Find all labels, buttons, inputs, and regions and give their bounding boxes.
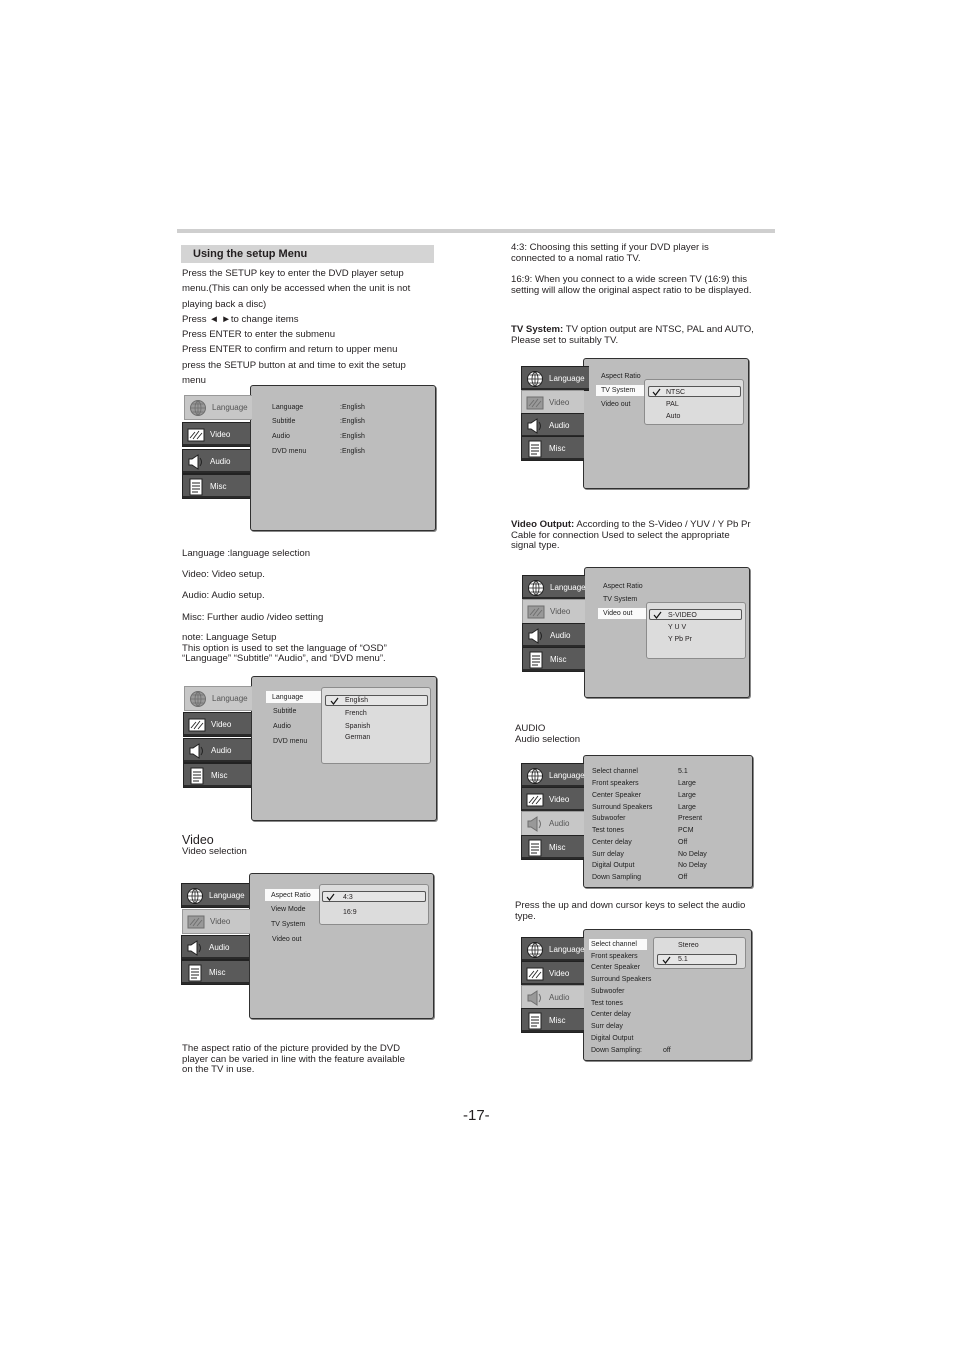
menu-item[interactable]: Aspect Ratio [601, 373, 641, 380]
menu-item[interactable]: Digital Output [592, 862, 635, 869]
tab-video[interactable]: Video [183, 712, 251, 737]
menu-item[interactable]: Center Speaker [592, 792, 642, 799]
speaker-icon [526, 989, 544, 1007]
option-item[interactable]: PAL [666, 401, 679, 408]
menu-value: :English [340, 418, 365, 425]
menu-value: No Delay [678, 851, 707, 858]
menu-value: Large [678, 780, 696, 787]
menu-item[interactable]: DVD menu [272, 448, 307, 455]
menu-item[interactable]: Front speakers [591, 953, 638, 960]
video-heading: Video [182, 833, 214, 847]
section-title: Using the setup Menu [181, 245, 434, 263]
menu-item[interactable]: TV System [271, 921, 306, 928]
notepad-icon [187, 478, 205, 496]
option-item[interactable]: English [345, 697, 368, 704]
menu-item[interactable]: Language [272, 404, 304, 411]
notepad-icon [188, 767, 206, 785]
notepad-icon [526, 839, 544, 857]
tv-icon [526, 394, 544, 412]
option-item[interactable]: 5.1 [678, 956, 688, 963]
menu-value: No Delay [678, 862, 707, 869]
desc-language: Language :language selection [182, 548, 311, 559]
menu-value: Large [678, 792, 696, 799]
option-item[interactable]: Auto [666, 413, 681, 420]
speaker-icon [186, 939, 204, 957]
menu-item[interactable]: Digital Output [591, 1035, 634, 1042]
tv-icon [187, 913, 205, 931]
menu-item[interactable]: Subtitle [272, 418, 296, 425]
desc-audio: Audio: Audio setup. [182, 590, 265, 601]
tab-language[interactable]: Language [184, 395, 252, 420]
tab-misc[interactable]: Misc [183, 763, 251, 788]
menu-item[interactable]: Center delay [592, 839, 632, 846]
tab-language[interactable]: Language [181, 883, 249, 908]
tv-icon [188, 716, 206, 734]
globe-icon [186, 887, 204, 905]
tab-video[interactable]: Video [521, 787, 584, 812]
option-item[interactable]: Y Pb Pr [668, 636, 692, 643]
menu-item[interactable]: Subtitle [273, 708, 297, 715]
tv-icon [527, 603, 545, 621]
menu-value: :English [340, 448, 365, 455]
tab-misc[interactable]: Misc [521, 436, 584, 461]
menu-item[interactable]: Center Speaker [591, 964, 641, 971]
menu-item[interactable]: Down Sampling [592, 874, 642, 881]
menu-item[interactable]: Center delay [591, 1011, 631, 1018]
tab-audio[interactable]: Audio [521, 413, 584, 438]
tab-video[interactable]: Video [182, 422, 250, 447]
tab-language[interactable]: Language [522, 575, 585, 600]
menu-value: off [663, 1047, 671, 1054]
speaker-icon [526, 417, 544, 435]
option-item[interactable]: German [345, 734, 371, 741]
checkmark-icon [653, 611, 662, 619]
menu-item[interactable]: Surround Speakers [592, 804, 653, 811]
menu-value: Off [678, 874, 688, 881]
intro-text: Press the SETUP key to enter the DVD player setup menu.(This can only be accessed when the unit is not playing back a disc) Press ◄ ►to change items Press ENTER to enter the submenu Press ENTER to confirm and return to upper menu press the SETUP button at and time to exit the setup menu [182, 268, 411, 387]
tab-misc[interactable]: Misc [522, 647, 585, 672]
notepad-icon [527, 651, 545, 669]
tab-misc[interactable]: Misc [521, 1008, 584, 1033]
option-item[interactable]: NTSC [666, 389, 686, 396]
checkmark-icon [662, 956, 671, 964]
tab-video[interactable]: Video [522, 599, 585, 624]
speaker-icon [188, 742, 206, 760]
menu-item[interactable]: Video out [601, 401, 631, 408]
checkmark-icon [330, 697, 339, 705]
menu-value: Present [678, 815, 703, 822]
tab-language[interactable]: Language [184, 686, 252, 711]
aspect-paragraph: The aspect ratio of the picture provided by the DVD player can be varied in line with the feature available on the TV in use. [182, 1043, 405, 1075]
audio-heading: AUDIO Audio selection [515, 723, 581, 745]
language-note: note: Language Setup This option is used to set the language of “OSD” “Language” “Subtitle” “Audio”, and “DVD menu”. [182, 632, 387, 664]
speaker-icon [526, 815, 544, 833]
menu-value: :English [340, 433, 365, 440]
menu-item[interactable]: Subwoofer [592, 815, 626, 822]
desc-misc: Misc: Further audio /video setting [182, 612, 324, 623]
menu-item[interactable]: TV System [601, 387, 636, 394]
menu-item[interactable]: Test tones [592, 827, 624, 834]
menu-item[interactable]: Video out [272, 936, 302, 943]
menu-value: 5.1 [678, 768, 688, 775]
notepad-icon [186, 964, 204, 982]
page-number: -17- [463, 1107, 490, 1124]
menu-item[interactable]: Audio [273, 723, 291, 730]
tab-audio[interactable]: Audio [183, 738, 251, 763]
option-item[interactable]: Spanish [345, 723, 371, 730]
updown-text: Press the up and down cursor keys to select the audio type. [515, 900, 746, 922]
tab-language[interactable]: Language [521, 763, 584, 788]
option-item[interactable]: 4:3 [343, 894, 353, 901]
tab-video[interactable]: Video [521, 390, 584, 415]
tv-icon [526, 965, 544, 983]
menu-item[interactable]: DVD menu [273, 738, 308, 745]
notepad-icon [526, 440, 544, 458]
tv-icon [526, 791, 544, 809]
checkmark-icon [326, 893, 335, 901]
menu-item[interactable]: Subwoofer [591, 988, 625, 995]
ratio-169-text: 16:9: When you connect to a wide screen TV (16:9) this setting will allow the original aspect ratio to be displayed. [511, 274, 752, 296]
menu-item[interactable]: Aspect Ratio [271, 892, 311, 899]
menu-item[interactable]: Front speakers [592, 780, 639, 787]
tab-video[interactable]: Video [521, 961, 584, 986]
tab-misc[interactable]: Misc [182, 474, 250, 499]
menu-item[interactable]: Surr delay [592, 851, 624, 858]
option-item[interactable]: French [345, 710, 367, 717]
globe-icon [526, 370, 544, 388]
tab-misc[interactable]: Misc [181, 960, 249, 985]
globe-icon [526, 941, 544, 959]
globe-icon [526, 767, 544, 785]
menu-item[interactable]: Test tones [591, 1000, 623, 1007]
tab-language[interactable]: Language [521, 366, 589, 391]
menu-item[interactable]: View Mode [271, 906, 306, 913]
menu-value: Large [678, 804, 696, 811]
menu-value: :English [340, 404, 365, 411]
tab-audio[interactable]: Audio [522, 623, 585, 648]
menu-item[interactable]: Aspect Ratio [603, 583, 643, 590]
menu-item[interactable]: Down Sampling: [591, 1047, 642, 1054]
menu-item[interactable]: Surround Speakers [591, 976, 652, 983]
tv-system-text: TV System: TV option output are NTSC, PAL and AUTO, Please set to suitably TV. [511, 324, 754, 346]
video-subheading: Video selection [182, 846, 247, 857]
tab-audio[interactable]: Audio [521, 811, 584, 836]
menu-item[interactable]: Language [272, 694, 304, 701]
tab-audio[interactable]: Audio [182, 449, 250, 474]
menu-item[interactable]: Surr delay [591, 1023, 623, 1030]
menu-item[interactable]: Video out [603, 610, 633, 617]
desc-video: Video: Video setup. [182, 569, 265, 580]
speaker-icon [187, 453, 205, 471]
option-item[interactable]: 16:9 [343, 909, 357, 916]
menu-value: PCM [678, 827, 694, 834]
globe-icon [189, 690, 207, 708]
menu-item[interactable]: Audio [272, 433, 290, 440]
globe-icon [527, 579, 545, 597]
option-item[interactable]: Stereo [678, 942, 699, 949]
menu-value: Off [678, 839, 688, 846]
tab-video[interactable]: Video [182, 909, 250, 934]
tab-audio[interactable]: Audio [181, 935, 249, 960]
tab-audio[interactable]: Audio [521, 985, 584, 1010]
notepad-icon [526, 1012, 544, 1030]
video-output-text: Video Output: According to the S-Video / YUV / Y Pb Pr Cable for connection Used to select the appropriate signal type. [511, 519, 751, 551]
globe-icon [189, 399, 207, 417]
menu-item[interactable]: TV System [603, 596, 638, 603]
tab-misc[interactable]: Misc [521, 835, 584, 860]
ratio-43-text: 4:3: Choosing this setting if your DVD player is connected to a nomal ratio TV. [511, 242, 709, 264]
checkmark-icon [652, 388, 661, 396]
tv-icon [187, 426, 205, 444]
option-item[interactable]: Y U V [668, 624, 687, 631]
option-item[interactable]: S-VIDEO [668, 612, 697, 619]
menu-item[interactable]: Select channel [591, 941, 637, 948]
speaker-icon [527, 627, 545, 645]
top-rule [177, 229, 775, 233]
tab-language[interactable]: Language [521, 937, 584, 962]
menu-item[interactable]: Select channel [592, 768, 638, 775]
